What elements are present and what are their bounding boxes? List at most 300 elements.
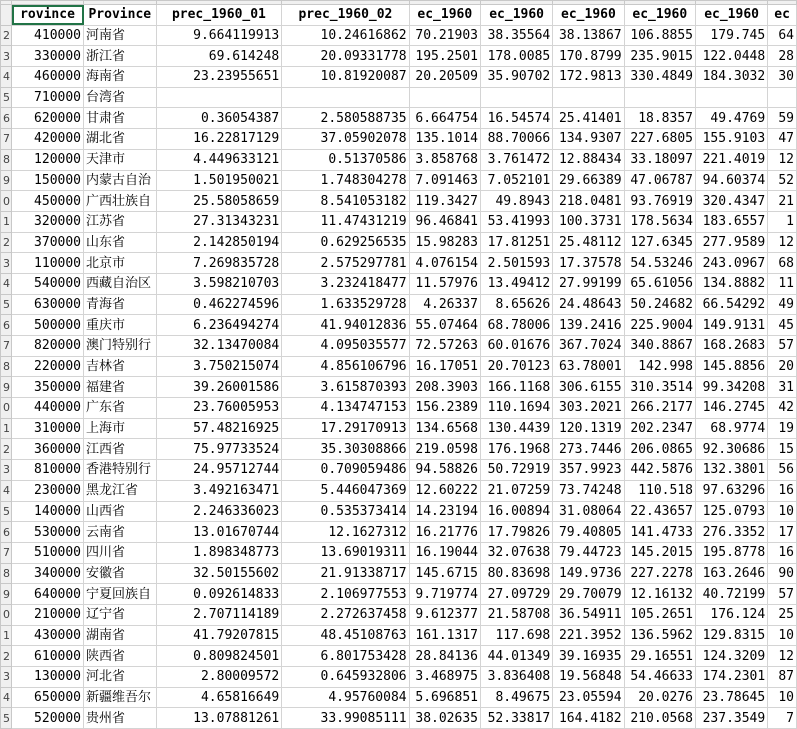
header-cell[interactable]: prec_1960_02 [282,5,409,26]
data-cell[interactable]: 25 [768,604,797,625]
row-number[interactable]: 3 [1,667,12,688]
data-cell[interactable]: 420000 [12,129,84,150]
data-cell[interactable]: 610000 [12,646,84,667]
data-cell[interactable]: 16 [768,480,797,501]
row-number[interactable]: 8 [1,149,12,170]
data-cell[interactable]: 96.46841 [409,211,480,232]
data-cell[interactable]: 202.2347 [624,418,695,439]
data-cell[interactable]: 13.07881261 [156,708,282,729]
data-cell[interactable] [768,87,797,108]
data-cell[interactable]: 430000 [12,625,84,646]
data-cell[interactable]: 0.51370586 [282,149,409,170]
data-cell[interactable]: 219.0598 [409,439,480,460]
data-cell[interactable]: 54.46633 [624,667,695,688]
province-name-cell[interactable]: 江苏省 [84,211,157,232]
data-cell[interactable]: 155.9103 [695,129,767,150]
province-name-cell[interactable]: 四川省 [84,542,157,563]
data-cell[interactable]: 1.633529728 [282,294,409,315]
data-cell[interactable]: 510000 [12,542,84,563]
data-cell[interactable]: 145.8856 [695,356,767,377]
data-cell[interactable]: 172.9813 [553,67,624,88]
row-number[interactable]: 8 [1,356,12,377]
data-cell[interactable] [409,87,480,108]
data-cell[interactable]: 139.2416 [553,315,624,336]
data-cell[interactable]: 127.6345 [624,232,695,253]
data-cell[interactable]: 16.00894 [481,501,553,522]
data-cell[interactable]: 21.07259 [481,480,553,501]
data-cell[interactable]: 24.48643 [553,294,624,315]
data-cell[interactable]: 39.16935 [553,646,624,667]
data-cell[interactable]: 49.8943 [481,191,553,212]
data-cell[interactable]: 10.81920087 [282,67,409,88]
data-cell[interactable]: 32.50155602 [156,563,282,584]
data-cell[interactable]: 50.24682 [624,294,695,315]
data-cell[interactable]: 55.07464 [409,315,480,336]
data-cell[interactable]: 2.575297781 [282,253,409,274]
data-cell[interactable]: 179.745 [695,25,767,46]
data-cell[interactable]: 7 [768,708,797,729]
data-cell[interactable]: 277.9589 [695,232,767,253]
data-cell[interactable]: 142.998 [624,356,695,377]
province-name-cell[interactable]: 江西省 [84,439,157,460]
data-cell[interactable]: 100.3731 [553,211,624,232]
data-cell[interactable]: 220000 [12,356,84,377]
data-cell[interactable]: 129.8315 [695,625,767,646]
data-cell[interactable]: 50.72919 [481,460,553,481]
data-cell[interactable]: 8.49675 [481,687,553,708]
data-cell[interactable]: 500000 [12,315,84,336]
row-number[interactable]: 3 [1,46,12,67]
data-cell[interactable]: 72.57263 [409,336,480,357]
row-number[interactable]: 9 [1,170,12,191]
data-cell[interactable]: 2.580588735 [282,108,409,129]
data-cell[interactable]: 16.22817129 [156,129,282,150]
data-cell[interactable]: 350000 [12,377,84,398]
data-cell[interactable] [624,87,695,108]
row-number[interactable]: 3 [1,253,12,274]
data-cell[interactable]: 2.142850194 [156,232,282,253]
data-cell[interactable]: 221.3952 [553,625,624,646]
data-cell[interactable]: 11.57976 [409,273,480,294]
data-cell[interactable]: 10 [768,501,797,522]
data-cell[interactable]: 32.13470084 [156,336,282,357]
header-cell[interactable]: Province [84,5,157,26]
data-cell[interactable]: 38.02635 [409,708,480,729]
data-cell[interactable]: 340000 [12,563,84,584]
data-cell[interactable]: 210.0568 [624,708,695,729]
data-cell[interactable]: 149.9736 [553,563,624,584]
data-cell[interactable]: 68.9774 [695,418,767,439]
data-cell[interactable]: 12.88434 [553,149,624,170]
data-cell[interactable]: 0.462274596 [156,294,282,315]
data-cell[interactable]: 206.0865 [624,439,695,460]
data-cell[interactable]: 47.06787 [624,170,695,191]
data-cell[interactable]: 23.78645 [695,687,767,708]
data-cell[interactable]: 65.61056 [624,273,695,294]
province-name-cell[interactable]: 吉林省 [84,356,157,377]
data-cell[interactable]: 57 [768,336,797,357]
province-name-cell[interactable]: 湖北省 [84,129,157,150]
data-cell[interactable]: 28.84136 [409,646,480,667]
row-number[interactable]: 1 [1,211,12,232]
data-cell[interactable]: 117.698 [481,625,553,646]
data-cell[interactable]: 52 [768,170,797,191]
province-name-cell[interactable]: 青海省 [84,294,157,315]
data-cell[interactable]: 110.518 [624,480,695,501]
data-cell[interactable]: 16 [768,542,797,563]
data-cell[interactable]: 6.801753428 [282,646,409,667]
row-number[interactable]: 7 [1,542,12,563]
province-name-cell[interactable]: 辽宁省 [84,604,157,625]
data-cell[interactable]: 41.94012836 [282,315,409,336]
data-cell[interactable]: 27.09729 [481,584,553,605]
data-cell[interactable]: 2.501593 [481,253,553,274]
data-cell[interactable]: 520000 [12,708,84,729]
province-name-cell[interactable]: 湖南省 [84,625,157,646]
header-cell[interactable]: ec [768,5,797,26]
header-cell[interactable]: prec_1960_01 [156,5,282,26]
data-cell[interactable]: 0.629256535 [282,232,409,253]
data-cell[interactable]: 87 [768,667,797,688]
data-cell[interactable]: 320000 [12,211,84,232]
row-number[interactable]: 4 [1,687,12,708]
data-cell[interactable]: 48.45108763 [282,625,409,646]
data-cell[interactable]: 176.124 [695,604,767,625]
row-number[interactable]: 2 [1,25,12,46]
data-cell[interactable]: 4.076154 [409,253,480,274]
data-cell[interactable]: 134.6568 [409,418,480,439]
data-cell[interactable]: 68 [768,253,797,274]
row-number[interactable]: 0 [1,398,12,419]
data-cell[interactable]: 20.0276 [624,687,695,708]
province-name-cell[interactable]: 内蒙古自治 [84,170,157,191]
data-cell[interactable]: 11 [768,273,797,294]
data-cell[interactable]: 23.76005953 [156,398,282,419]
data-cell[interactable]: 4.65816649 [156,687,282,708]
province-name-cell[interactable]: 山西省 [84,501,157,522]
data-cell[interactable]: 140000 [12,501,84,522]
data-cell[interactable]: 3.468975 [409,667,480,688]
data-cell[interactable]: 41.79207815 [156,625,282,646]
header-cell[interactable]: ec_1960 [624,5,695,26]
data-cell[interactable]: 7.091463 [409,170,480,191]
data-cell[interactable]: 2.106977553 [282,584,409,605]
data-cell[interactable]: 460000 [12,67,84,88]
data-cell[interactable]: 16.54574 [481,108,553,129]
data-cell[interactable]: 7.052101 [481,170,553,191]
row-number[interactable]: 5 [1,87,12,108]
data-cell[interactable]: 92.30686 [695,439,767,460]
data-cell[interactable]: 16.17051 [409,356,480,377]
data-cell[interactable] [553,87,624,108]
data-cell[interactable]: 18.8357 [624,108,695,129]
data-cell[interactable]: 5.696851 [409,687,480,708]
data-cell[interactable]: 174.2301 [695,667,767,688]
data-cell[interactable]: 820000 [12,336,84,357]
data-cell[interactable]: 106.8855 [624,25,695,46]
data-cell[interactable]: 8.541053182 [282,191,409,212]
data-cell[interactable]: 4.26337 [409,294,480,315]
row-number[interactable]: 0 [1,191,12,212]
data-cell[interactable]: 225.9004 [624,315,695,336]
data-cell[interactable]: 184.3032 [695,67,767,88]
data-cell[interactable]: 164.4182 [553,708,624,729]
data-cell[interactable]: 4.134747153 [282,398,409,419]
data-cell[interactable]: 2.246336023 [156,501,282,522]
data-cell[interactable]: 53.41993 [481,211,553,232]
data-cell[interactable]: 13.49412 [481,273,553,294]
row-number[interactable]: 3 [1,460,12,481]
data-cell[interactable]: 79.44723 [553,542,624,563]
data-cell[interactable] [695,87,767,108]
province-name-cell[interactable]: 黑龙江省 [84,480,157,501]
data-cell[interactable]: 125.0793 [695,501,767,522]
data-cell[interactable]: 1.748304278 [282,170,409,191]
data-cell[interactable]: 130000 [12,667,84,688]
province-name-cell[interactable]: 河南省 [84,25,157,46]
data-cell[interactable]: 243.0967 [695,253,767,274]
data-cell[interactable]: 136.5962 [624,625,695,646]
data-cell[interactable]: 3.761472 [481,149,553,170]
data-cell[interactable]: 17.29170913 [282,418,409,439]
data-cell[interactable]: 276.3352 [695,522,767,543]
province-name-cell[interactable]: 台湾省 [84,87,157,108]
data-cell[interactable]: 810000 [12,460,84,481]
data-cell[interactable]: 21.58708 [481,604,553,625]
data-cell[interactable]: 3.750215074 [156,356,282,377]
province-name-cell[interactable]: 浙江省 [84,46,157,67]
data-cell[interactable]: 54.53246 [624,253,695,274]
row-number[interactable]: 7 [1,336,12,357]
data-cell[interactable]: 227.6805 [624,129,695,150]
data-cell[interactable]: 4.095035577 [282,336,409,357]
data-cell[interactable]: 39.26001586 [156,377,282,398]
data-cell[interactable]: 357.9923 [553,460,624,481]
data-cell[interactable]: 31 [768,377,797,398]
data-cell[interactable]: 38.13867 [553,25,624,46]
data-cell[interactable]: 120.1319 [553,418,624,439]
data-cell[interactable]: 166.1168 [481,377,553,398]
data-cell[interactable]: 19.56848 [553,667,624,688]
data-cell[interactable]: 73.74248 [553,480,624,501]
data-cell[interactable]: 10 [768,625,797,646]
row-number[interactable]: 7 [1,129,12,150]
data-cell[interactable]: 13.01670744 [156,522,282,543]
data-cell[interactable]: 97.63296 [695,480,767,501]
data-cell[interactable]: 124.3209 [695,646,767,667]
data-cell[interactable]: 27.31343231 [156,211,282,232]
province-name-cell[interactable]: 安徽省 [84,563,157,584]
data-cell[interactable]: 340.8867 [624,336,695,357]
data-cell[interactable]: 10.24616862 [282,25,409,46]
data-cell[interactable]: 168.2683 [695,336,767,357]
row-number[interactable]: 1 [1,418,12,439]
data-cell[interactable]: 99.34208 [695,377,767,398]
data-cell[interactable]: 134.9307 [553,129,624,150]
data-cell[interactable]: 10 [768,687,797,708]
row-number[interactable]: 9 [1,377,12,398]
data-cell[interactable]: 178.0085 [481,46,553,67]
data-cell[interactable]: 8.65626 [481,294,553,315]
data-cell[interactable]: 134.8882 [695,273,767,294]
data-cell[interactable]: 47 [768,129,797,150]
data-cell[interactable]: 145.2015 [624,542,695,563]
data-cell[interactable]: 31.08064 [553,501,624,522]
data-cell[interactable]: 16.21776 [409,522,480,543]
data-cell[interactable]: 266.2177 [624,398,695,419]
data-cell[interactable]: 5.446047369 [282,480,409,501]
data-cell[interactable]: 110.1694 [481,398,553,419]
data-cell[interactable]: 330.4849 [624,67,695,88]
data-cell[interactable]: 57 [768,584,797,605]
row-number[interactable]: 4 [1,273,12,294]
province-name-cell[interactable]: 广西壮族自 [84,191,157,212]
data-cell[interactable]: 63.78001 [553,356,624,377]
data-cell[interactable]: 75.97733524 [156,439,282,460]
data-cell[interactable]: 27.99199 [553,273,624,294]
province-name-cell[interactable]: 甘肃省 [84,108,157,129]
data-cell[interactable]: 15 [768,439,797,460]
data-cell[interactable]: 195.2501 [409,46,480,67]
data-cell[interactable]: 303.2021 [553,398,624,419]
data-cell[interactable]: 3.858768 [409,149,480,170]
row-number[interactable]: 5 [1,501,12,522]
data-cell[interactable]: 12 [768,149,797,170]
data-cell[interactable]: 23.05594 [553,687,624,708]
data-cell[interactable]: 33.18097 [624,149,695,170]
data-cell[interactable]: 3.492163471 [156,480,282,501]
data-cell[interactable]: 105.2651 [624,604,695,625]
data-cell[interactable]: 49.4769 [695,108,767,129]
data-cell[interactable]: 88.70066 [481,129,553,150]
data-cell[interactable]: 221.4019 [695,149,767,170]
province-name-cell[interactable]: 上海市 [84,418,157,439]
data-cell[interactable]: 57.48216925 [156,418,282,439]
data-cell[interactable]: 273.7446 [553,439,624,460]
data-cell[interactable]: 20.09331778 [282,46,409,67]
data-cell[interactable]: 208.3903 [409,377,480,398]
data-cell[interactable]: 0.092614833 [156,584,282,605]
data-cell[interactable]: 29.70079 [553,584,624,605]
data-cell[interactable]: 79.40805 [553,522,624,543]
data-cell[interactable]: 90 [768,563,797,584]
data-cell[interactable]: 17.81251 [481,232,553,253]
data-cell[interactable]: 80.83698 [481,563,553,584]
data-cell[interactable]: 156.2389 [409,398,480,419]
row-number[interactable]: 9 [1,584,12,605]
data-cell[interactable]: 20.70123 [481,356,553,377]
data-cell[interactable]: 32.07638 [481,542,553,563]
data-cell[interactable]: 49 [768,294,797,315]
data-cell[interactable]: 0.709059486 [282,460,409,481]
data-cell[interactable]: 6.664754 [409,108,480,129]
data-cell[interactable]: 2.707114189 [156,604,282,625]
data-cell[interactable]: 12 [768,646,797,667]
data-cell[interactable]: 14.23194 [409,501,480,522]
province-name-cell[interactable]: 贵州省 [84,708,157,729]
data-cell[interactable]: 35.90702 [481,67,553,88]
row-number[interactable]: 6 [1,315,12,336]
data-cell[interactable]: 22.43657 [624,501,695,522]
data-cell[interactable]: 7.269835728 [156,253,282,274]
data-cell[interactable]: 135.1014 [409,129,480,150]
province-name-cell[interactable]: 山东省 [84,232,157,253]
data-cell[interactable]: 4.95760084 [282,687,409,708]
data-cell[interactable]: 530000 [12,522,84,543]
data-cell[interactable]: 12.1627312 [282,522,409,543]
data-cell[interactable]: 12.16132 [624,584,695,605]
province-name-cell[interactable]: 澳门特别行 [84,336,157,357]
data-cell[interactable]: 19 [768,418,797,439]
data-cell[interactable]: 119.3427 [409,191,480,212]
data-cell[interactable]: 12 [768,232,797,253]
data-cell[interactable]: 70.21903 [409,25,480,46]
data-cell[interactable]: 218.0481 [553,191,624,212]
data-cell[interactable]: 146.2745 [695,398,767,419]
data-cell[interactable]: 33.99085111 [282,708,409,729]
province-name-cell[interactable]: 天津市 [84,149,157,170]
province-name-cell[interactable]: 重庆市 [84,315,157,336]
row-number[interactable]: 5 [1,708,12,729]
data-cell[interactable]: 25.48112 [553,232,624,253]
data-cell[interactable]: 1.898348773 [156,542,282,563]
data-cell[interactable]: 630000 [12,294,84,315]
data-cell[interactable]: 2.80009572 [156,667,282,688]
data-cell[interactable]: 21.91338717 [282,563,409,584]
data-cell[interactable]: 17 [768,522,797,543]
province-name-cell[interactable]: 西藏自治区 [84,273,157,294]
data-cell[interactable]: 310.3514 [624,377,695,398]
province-name-cell[interactable]: 海南省 [84,67,157,88]
data-cell[interactable]: 450000 [12,191,84,212]
data-cell[interactable]: 110000 [12,253,84,274]
data-cell[interactable]: 320.4347 [695,191,767,212]
data-cell[interactable]: 1 [768,211,797,232]
data-cell[interactable]: 37.05902078 [282,129,409,150]
data-cell[interactable]: 36.54911 [553,604,624,625]
province-name-cell[interactable]: 新疆维吾尔 [84,687,157,708]
data-cell[interactable]: 24.95712744 [156,460,282,481]
data-cell[interactable]: 4.856106796 [282,356,409,377]
data-cell[interactable]: 540000 [12,273,84,294]
data-cell[interactable]: 60.01676 [481,336,553,357]
data-cell[interactable]: 150000 [12,170,84,191]
row-number[interactable]: 4 [1,480,12,501]
row-number[interactable]: 5 [1,294,12,315]
row-number[interactable]: 6 [1,108,12,129]
data-cell[interactable]: 3.232418477 [282,273,409,294]
province-name-cell[interactable]: 北京市 [84,253,157,274]
province-name-cell[interactable]: 宁夏回族自 [84,584,157,605]
data-cell[interactable]: 29.66389 [553,170,624,191]
data-cell[interactable]: 29.16551 [624,646,695,667]
data-cell[interactable]: 12.60222 [409,480,480,501]
data-cell[interactable]: 132.3801 [695,460,767,481]
province-name-cell[interactable]: 广东省 [84,398,157,419]
data-cell[interactable]: 21 [768,191,797,212]
data-cell[interactable]: 163.2646 [695,563,767,584]
data-cell[interactable]: 45 [768,315,797,336]
data-cell[interactable]: 410000 [12,25,84,46]
data-cell[interactable]: 38.35564 [481,25,553,46]
data-cell[interactable]: 195.8778 [695,542,767,563]
data-cell[interactable]: 68.78006 [481,315,553,336]
data-cell[interactable]: 183.6557 [695,211,767,232]
row-number[interactable]: 6 [1,522,12,543]
header-cell[interactable]: ec_1960 [695,5,767,26]
data-cell[interactable]: 94.60374 [695,170,767,191]
row-number[interactable] [1,5,12,26]
